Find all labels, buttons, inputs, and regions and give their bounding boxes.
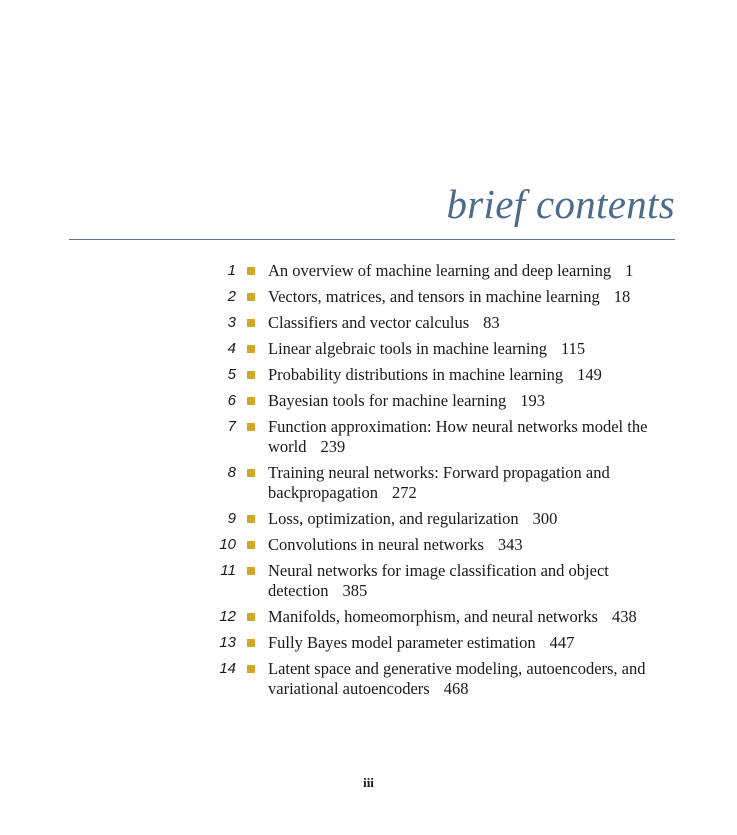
toc-entry[interactable] (200, 287, 680, 307)
toc-entry[interactable] (200, 391, 680, 411)
chapter-number: 6 (227, 392, 236, 409)
page-title: brief contents (446, 181, 675, 227)
toc-entry[interactable] (200, 633, 680, 653)
chapter-title: Latent space and generative modeling, autoencoders, and variational autoencoders (268, 659, 646, 698)
chapter-number: 14 (219, 660, 236, 677)
toc-entry[interactable] (200, 509, 680, 529)
bullet-square-icon (247, 639, 255, 647)
title-rule (69, 239, 675, 240)
toc-entry[interactable] (200, 339, 680, 359)
page-number: 447 (549, 633, 575, 652)
bullet-square-icon (247, 469, 255, 477)
chapter-number: 11 (220, 562, 236, 579)
bullet-square-icon (247, 345, 255, 353)
toc-list (200, 261, 680, 705)
chapter-number: 3 (227, 314, 236, 331)
toc-entry[interactable] (200, 535, 680, 555)
chapter-title: Manifolds, homeomorphism, and neural networks (268, 607, 598, 626)
page-number: 18 (613, 287, 631, 306)
chapter-title: Training neural networks: Forward propagation and backpropagation (268, 463, 610, 502)
chapter-number: 1 (227, 262, 236, 279)
page-number: 468 (443, 679, 469, 698)
chapter-number: 4 (227, 340, 236, 357)
chapter-title: An overview of machine learning and deep learning (268, 261, 612, 280)
page-number: 149 (577, 365, 602, 384)
chapter-title: Classifiers and vector calculus (268, 313, 470, 332)
chapter-title: Convolutions in neural networks (268, 535, 484, 554)
page-number: 272 (391, 483, 417, 502)
chapter-title: Fully Bayes model parameter estimation (268, 633, 536, 652)
toc-entry[interactable] (200, 561, 680, 601)
toc-entry[interactable] (200, 463, 680, 503)
page-number: 1 (625, 261, 634, 280)
page-number: 83 (483, 313, 500, 332)
bullet-square-icon (247, 423, 255, 431)
chapter-number: 13 (219, 634, 236, 651)
chapter-title: Function approximation: How neural networks model the world (268, 417, 648, 456)
page-number: 193 (520, 391, 546, 410)
chapter-number: 8 (227, 464, 236, 481)
chapter-number: 10 (219, 536, 236, 553)
toc-entry[interactable] (200, 365, 680, 385)
bullet-square-icon (247, 567, 255, 575)
page-number: 239 (320, 437, 346, 456)
chapter-title: Neural networks for image classification and object detection (268, 561, 609, 600)
bullet-square-icon (247, 397, 255, 405)
page-folio: iii (363, 775, 374, 790)
bullet-square-icon (247, 371, 255, 379)
bullet-square-icon (247, 515, 255, 523)
toc-entry[interactable] (200, 659, 680, 699)
toc-entry[interactable] (200, 417, 680, 457)
chapter-title: Loss, optimization, and regularization (268, 509, 519, 528)
chapter-title: Bayesian tools for machine learning (268, 391, 507, 410)
page-number: 300 (532, 509, 558, 528)
toc-entry[interactable] (200, 261, 680, 281)
chapter-title: Probability distributions in machine learning (268, 365, 564, 384)
bullet-square-icon (247, 613, 255, 621)
chapter-number: 2 (227, 288, 236, 305)
page-number: 115 (561, 339, 586, 358)
page-number: 385 (342, 581, 368, 600)
bullet-square-icon (247, 293, 255, 301)
toc-entry[interactable] (200, 313, 680, 333)
chapter-number: 9 (227, 510, 236, 527)
chapter-title: Vectors, matrices, and tensors in machine learning (268, 287, 600, 306)
toc-entry[interactable] (200, 607, 680, 627)
chapter-number: 12 (219, 608, 236, 625)
chapter-number: 5 (227, 366, 236, 383)
page-number: 438 (611, 607, 637, 626)
chapter-title: Linear algebraic tools in machine learning (268, 339, 548, 358)
bullet-square-icon (247, 665, 255, 673)
chapter-number: 7 (227, 418, 236, 435)
bullet-square-icon (247, 319, 255, 327)
bullet-square-icon (247, 267, 255, 275)
bullet-square-icon (247, 541, 255, 549)
page-number: 343 (497, 535, 523, 554)
